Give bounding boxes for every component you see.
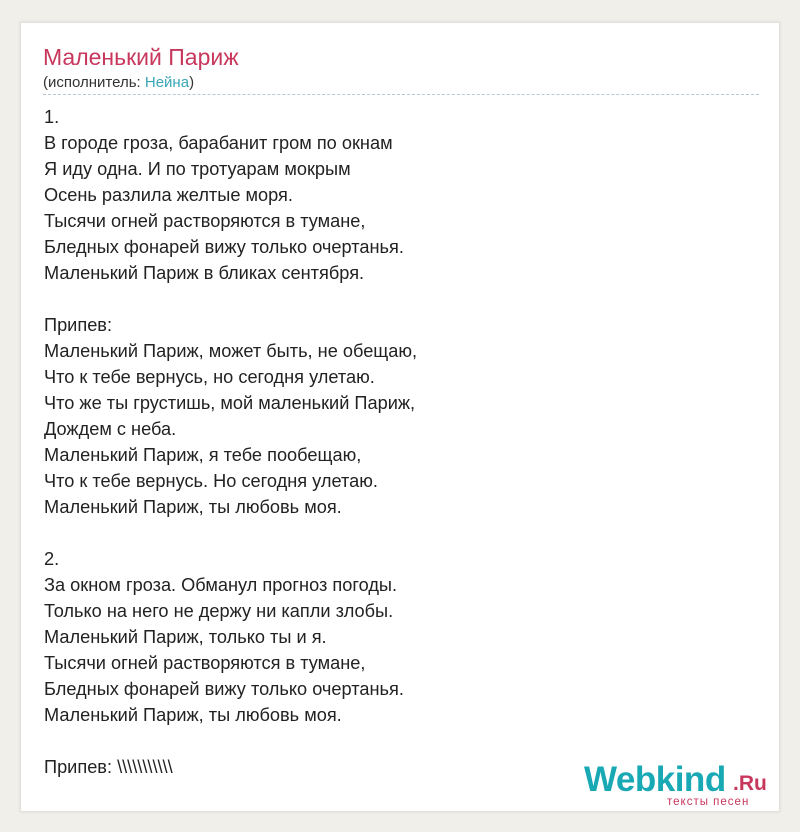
lyric-line: Что к тебе вернусь. Но сегодня улетаю. bbox=[44, 471, 378, 491]
webkind-logo[interactable] bbox=[584, 759, 779, 811]
lyric-line: Что же ты грустишь, мой маленький Париж, bbox=[44, 393, 416, 413]
dashed-divider bbox=[43, 94, 759, 95]
lyric-line: Я иду одна. И по тротуарам мокрым bbox=[44, 159, 351, 179]
lyric-line: 1. bbox=[44, 107, 60, 127]
lyric-line: Только на него не держу ни капли злобы. bbox=[44, 601, 394, 621]
song-title: Маленький Париж bbox=[43, 44, 239, 70]
lyric-line: В городе гроза, барабанит гром по окнам bbox=[44, 133, 393, 153]
artist-line bbox=[43, 73, 194, 93]
lyric-line: Бледных фонарей вижу только очертанья. bbox=[44, 679, 404, 699]
lyric-line: Припев: bbox=[44, 315, 113, 335]
lyrics-card bbox=[20, 22, 780, 812]
lyrics-body bbox=[44, 104, 744, 780]
lyric-line: Припев: \\\\\\\\\\\ bbox=[44, 757, 173, 777]
lyric-line: Маленький Париж в бликах сентября. bbox=[44, 263, 365, 283]
lyric-line: Тысячи огней растворяются в тумане, bbox=[44, 211, 366, 231]
lyric-line: За окном гроза. Обманул прогноз погоды. bbox=[44, 575, 398, 595]
artist-link[interactable]: Нейна bbox=[144, 74, 190, 91]
lyric-line: 2. bbox=[44, 549, 60, 569]
lyric-line: Тысячи огней растворяются в тумане, bbox=[44, 653, 366, 673]
lyric-blank-line bbox=[44, 728, 744, 754]
logo-domain: .Ru bbox=[733, 772, 767, 795]
lyric-line: Осень разлила желтые моря. bbox=[44, 185, 293, 205]
artist-suffix: ) bbox=[189, 74, 195, 91]
lyric-line: Маленький Париж, может быть, не обещаю, bbox=[44, 341, 418, 361]
artist-prefix: (исполнитель: bbox=[43, 74, 145, 91]
lyric-line: Что к тебе вернусь, но сегодня улетаю. bbox=[44, 367, 375, 387]
lyric-line: Бледных фонарей вижу только очертанья. bbox=[44, 237, 404, 257]
lyric-blank-line bbox=[44, 286, 744, 312]
lyric-line: Маленький Париж, только ты и я. bbox=[44, 627, 327, 647]
logo-subtitle: тексты песен bbox=[667, 796, 750, 808]
lyric-blank-line bbox=[44, 520, 744, 546]
lyric-line: Маленький Париж, ты любовь моя. bbox=[44, 705, 342, 725]
lyric-line: Дождем с неба. bbox=[44, 419, 177, 439]
lyric-line: Маленький Париж, ты любовь моя. bbox=[44, 497, 342, 517]
lyric-line: Маленький Париж, я тебе пообещаю, bbox=[44, 445, 362, 465]
logo-wordmark: Webkind bbox=[584, 760, 726, 799]
